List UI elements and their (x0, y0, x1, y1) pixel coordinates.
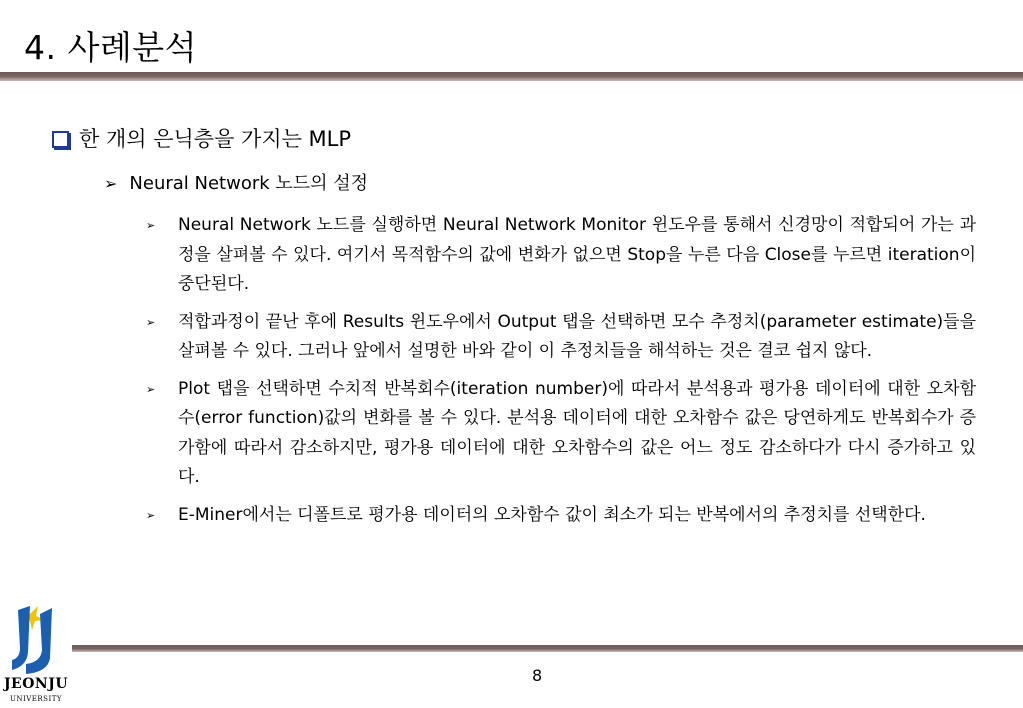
arrow-bullet-icon: ➢ (146, 219, 156, 232)
arrow-bullet-icon: ➢ (146, 382, 156, 396)
list-item (146, 501, 976, 531)
arrow-bullet-icon: ➢ (104, 174, 118, 193)
arrow-bullet-icon: ➢ (146, 315, 156, 329)
list-item (146, 211, 976, 300)
heading-level1 (52, 125, 351, 153)
bullet-text: Neural Network 노드를 실행하면 Neural Network Monitor 윈도우를 통해서 신경망이 적합되어 가는 과정을 살펴볼 수 있다. 여기서 목적함수의 값에 변화가 없으면 Stop을 누른 다음 Close를 누르면 iteration이 중단된다. (178, 215, 976, 294)
logo-subtitle: UNIVERSITY (9, 695, 63, 703)
heading-level1-text: 한 개의 은닉층을 가지는 MLP (79, 127, 352, 151)
bullet-text: Plot 탭을 선택하면 수치적 반복회수(iteration number)에 따라서 분석용과 평가용 데이터에 대한 오차함수(error function)값의 변화를 볼 수 있다. 분석용 데이터에 대한 오차함수 값은 당연하게도 반복회수가 증가함에 따라서 감소하지만, 평가용 데이터에 대한 오차함수의 값은 어느 정도 감소하다가 다시 증가하고 있다. (178, 378, 976, 487)
bullet-text: E-Miner에서는 디폴트로 평가용 데이터의 오차함수 값이 최소가 되는 반복에서의 추정치를 선택한다. (178, 504, 926, 525)
logo-j-left-icon (12, 606, 30, 670)
arrow-bullet-icon: ➢ (146, 508, 156, 522)
title-divider (0, 72, 1023, 81)
logo-wordmark: JEONJU (3, 676, 69, 692)
checkbox-bullet-icon (52, 131, 69, 148)
page-number: 8 (532, 666, 543, 685)
heading-level2 (104, 171, 368, 197)
list-item (146, 375, 976, 493)
slide-title: 4. 사례분석 (24, 28, 197, 67)
bullet-list (146, 211, 976, 538)
footer-divider (72, 645, 1023, 652)
bullet-text: 적합과정이 끝난 후에 Results 윈도우에서 Output 탭을 선택하면 모수 추정치(parameter estimate)들을 살펴볼 수 있다. 그러나 앞에서 설명한 바와 같이 이 추정치들을 해석하는 것은 결코 쉽지 않다. (178, 311, 976, 361)
heading-level2-text: Neural Network 노드의 설정 (129, 173, 369, 194)
list-item (146, 308, 976, 367)
